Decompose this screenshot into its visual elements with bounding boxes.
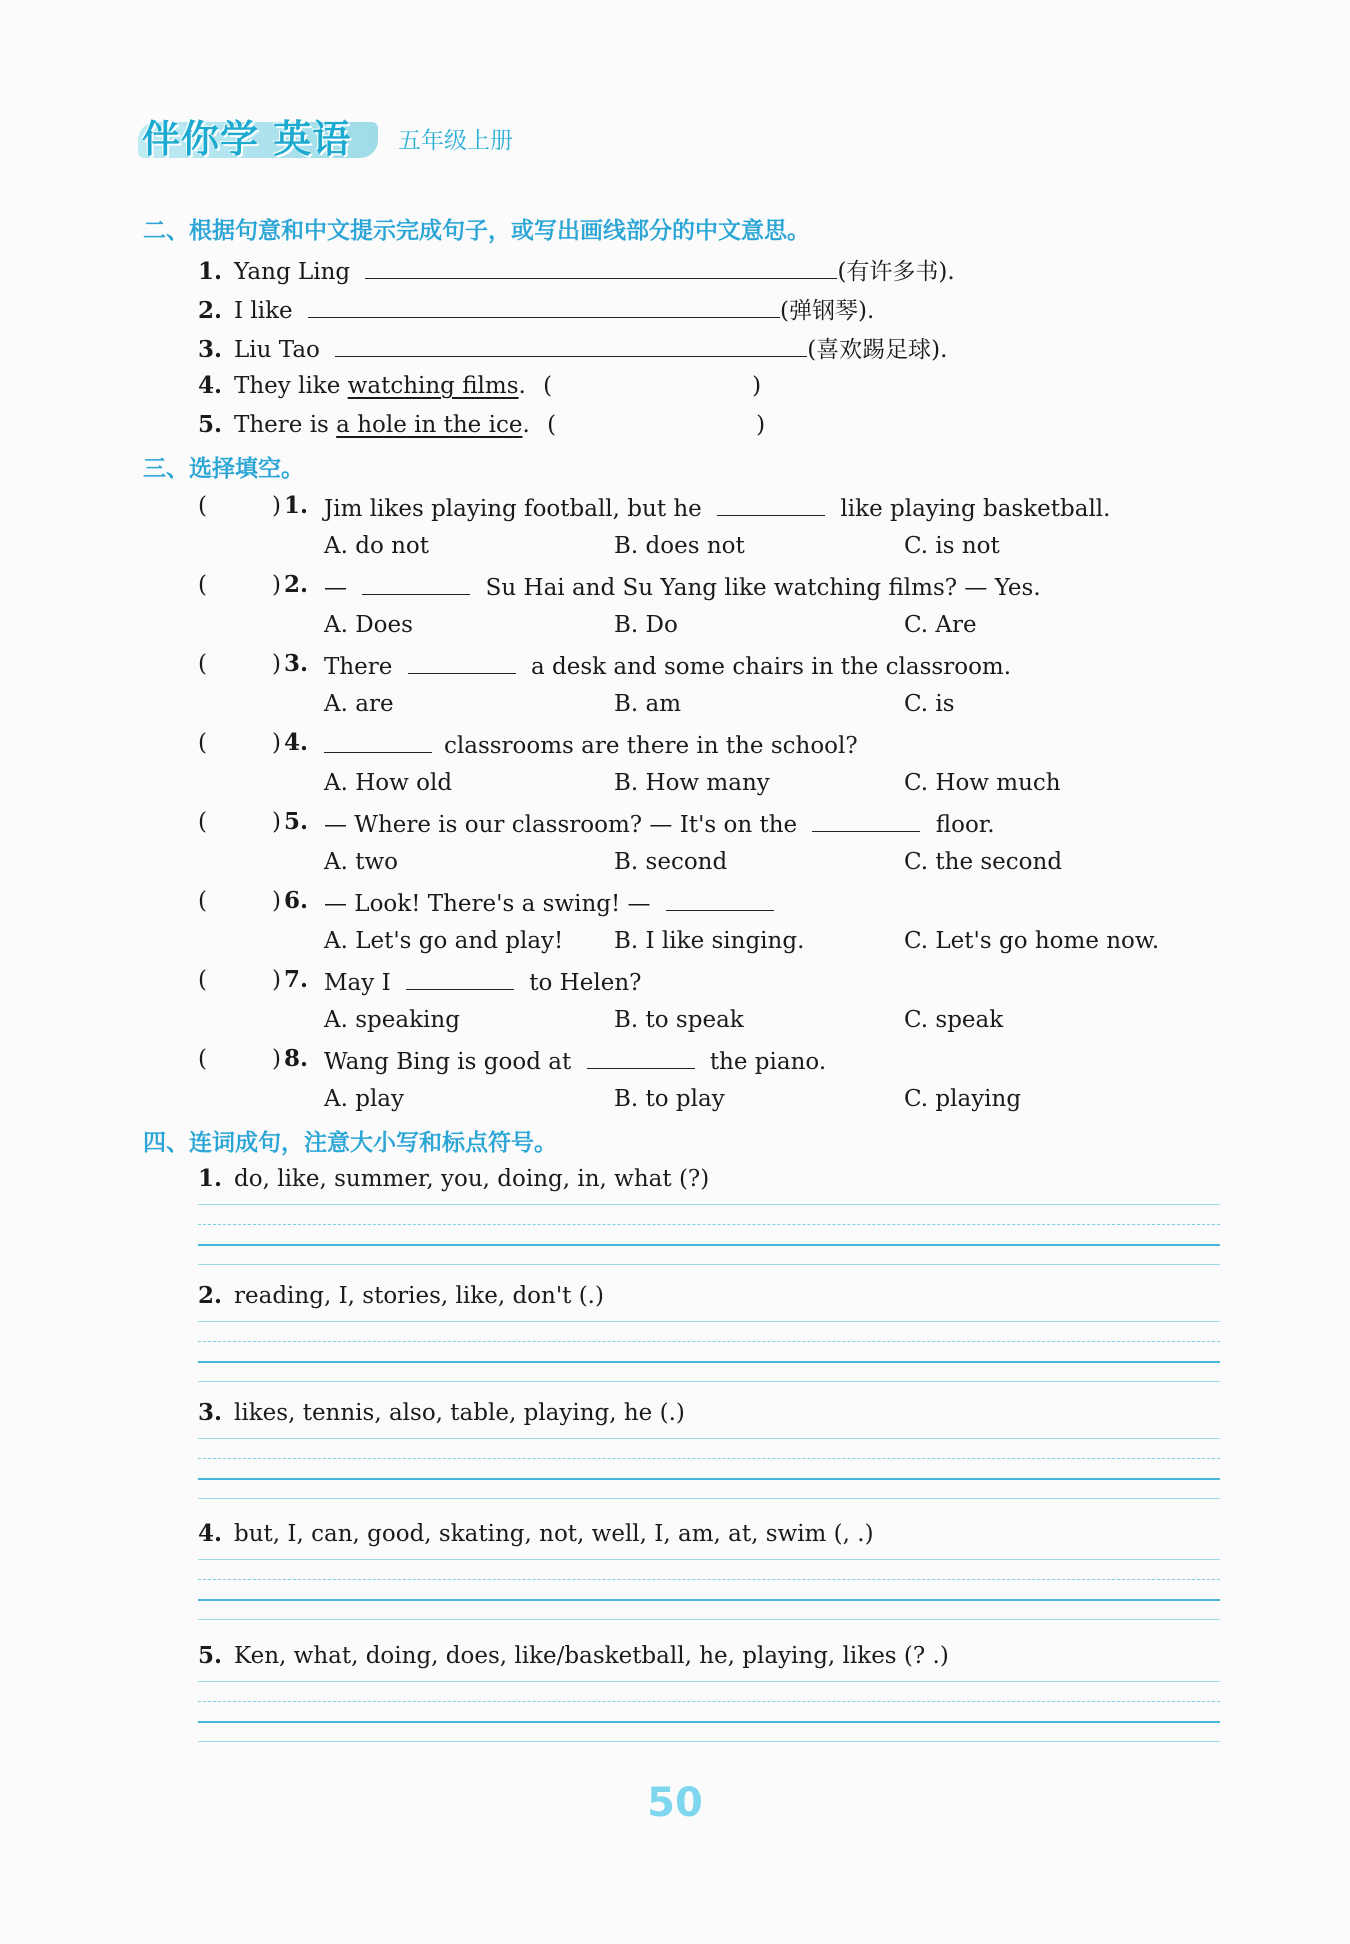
writing-line	[198, 1381, 1220, 1382]
answer-blank[interactable]	[812, 807, 920, 832]
answer-paren-close: )	[272, 888, 281, 914]
page-number: 50	[647, 1780, 703, 1826]
answer-paren-close: )	[272, 809, 281, 835]
item-hint: (弹钢琴).	[780, 298, 875, 324]
option-a[interactable]: A. play	[324, 1086, 405, 1112]
question-number: 8.	[284, 1045, 309, 1072]
item-number: 4.	[198, 372, 223, 399]
question-part: Su Hai and Su Yang like watching films? — Yes.	[485, 575, 1041, 601]
writing-line	[198, 1264, 1220, 1265]
answer-paren-close: )	[756, 412, 766, 438]
section3-title: 三、选择填空。	[143, 456, 304, 482]
question-part: Jim likes playing football, but he	[324, 496, 702, 522]
item-hint: (有许多书).	[837, 259, 955, 285]
item-number: 3.	[198, 1399, 223, 1426]
writing-line	[198, 1458, 1220, 1459]
answer-blank[interactable]	[335, 332, 807, 357]
question-part: Wang Bing is good at	[324, 1049, 572, 1075]
item-text: Liu Tao	[234, 337, 320, 363]
writing-line	[198, 1741, 1220, 1742]
item-hint: (喜欢踢足球).	[807, 337, 948, 363]
answer-paren-open: (	[198, 730, 207, 756]
answer-blank[interactable]	[666, 886, 774, 911]
s2-item-3	[198, 332, 947, 365]
item-number: 5.	[198, 411, 223, 438]
option-b[interactable]: B. second	[614, 849, 728, 875]
option-c[interactable]: C. How much	[904, 770, 1061, 796]
option-c[interactable]: C. the second	[904, 849, 1063, 875]
writing-line	[198, 1321, 1220, 1322]
question-part: the piano.	[709, 1049, 827, 1075]
writing-line	[198, 1438, 1220, 1439]
option-c[interactable]: C. playing	[904, 1086, 1022, 1112]
question-text	[324, 886, 782, 919]
answer-blank[interactable]	[365, 254, 837, 279]
writing-line	[198, 1478, 1220, 1480]
answer-paren-close: )	[272, 493, 281, 519]
s4-item-1	[198, 1164, 709, 1194]
option-a[interactable]: A. are	[324, 691, 394, 717]
s4-item-4	[198, 1519, 874, 1549]
writing-line	[198, 1361, 1220, 1363]
item-number: 2.	[198, 1282, 223, 1309]
s2-item-1	[198, 254, 955, 287]
writing-line	[198, 1619, 1220, 1620]
question-part: classrooms are there in the school?	[444, 733, 858, 759]
option-b[interactable]: B. am	[614, 691, 682, 717]
word-list: do, like, summer, you, doing, in, what (?)	[234, 1166, 710, 1192]
question-part: floor.	[935, 812, 995, 838]
question-part: a desk and some chairs in the classroom.	[531, 654, 1012, 680]
option-c[interactable]: C. speak	[904, 1007, 1004, 1033]
question-part: — Where is our classroom? — It's on the	[324, 812, 798, 838]
underlined-phrase: a hole in the ice	[336, 412, 523, 438]
s4-item-5	[198, 1641, 949, 1671]
question-text	[324, 491, 1110, 524]
item-punct: .	[518, 373, 526, 399]
answer-blank[interactable]	[587, 1044, 695, 1069]
option-c[interactable]: C. Are	[904, 612, 977, 638]
question-part: There	[324, 654, 393, 680]
item-number: 1.	[198, 1165, 223, 1192]
answer-blank[interactable]	[717, 491, 825, 516]
answer-blank[interactable]	[406, 965, 514, 990]
question-text	[324, 807, 995, 840]
answer-paren-close: )	[272, 967, 281, 993]
writing-line	[198, 1599, 1220, 1601]
question-number: 5.	[284, 808, 309, 835]
writing-line	[198, 1244, 1220, 1246]
writing-line	[198, 1559, 1220, 1560]
word-list: likes, tennis, also, table, playing, he (.)	[234, 1400, 685, 1426]
underlined-phrase: watching films	[347, 373, 519, 399]
question-text	[324, 728, 858, 761]
item-number: 1.	[198, 258, 223, 285]
answer-paren-close: )	[272, 730, 281, 756]
question-number: 2.	[284, 571, 309, 598]
item-number: 4.	[198, 1520, 223, 1547]
word-list: Ken, what, doing, does, like/basketball, he, playing, likes (? .)	[234, 1643, 949, 1669]
item-punct: .	[522, 412, 530, 438]
answer-paren-open: (	[198, 572, 207, 598]
option-b[interactable]: B. I like singing.	[614, 928, 805, 954]
question-number: 1.	[284, 492, 309, 519]
s2-item-2	[198, 293, 874, 326]
question-part: —	[324, 575, 347, 601]
s4-item-2	[198, 1281, 604, 1311]
word-list: reading, I, stories, like, don't (.)	[234, 1283, 604, 1309]
answer-paren-open: (	[198, 967, 207, 993]
option-a[interactable]: A. do not	[324, 533, 430, 559]
grade-label: 五年级上册	[398, 128, 513, 154]
answer-paren-close: )	[272, 1046, 281, 1072]
item-number: 2.	[198, 297, 223, 324]
option-b[interactable]: B. How many	[614, 770, 770, 796]
answer-paren-close: )	[272, 572, 281, 598]
s2-item-5	[198, 410, 765, 440]
answer-paren-open: (	[543, 373, 553, 399]
answer-blank[interactable]	[324, 728, 432, 753]
question-text	[324, 965, 641, 998]
option-c[interactable]: C. Let's go home now.	[904, 928, 1160, 954]
question-part: — Look! There's a swing! —	[324, 891, 651, 917]
writing-line	[198, 1701, 1220, 1702]
question-text	[324, 570, 1041, 603]
answer-paren-open: (	[198, 809, 207, 835]
answer-paren-close: )	[272, 651, 281, 677]
option-c[interactable]: C. is not	[904, 533, 1000, 559]
option-a[interactable]: A. Let's go and play!	[324, 928, 564, 954]
writing-line	[198, 1579, 1220, 1580]
writing-line	[198, 1498, 1220, 1499]
question-part: like playing basketball.	[840, 496, 1111, 522]
question-number: 7.	[284, 966, 309, 993]
option-b[interactable]: B. to speak	[614, 1007, 744, 1033]
question-text	[324, 649, 1011, 682]
option-b[interactable]: B. to play	[614, 1086, 725, 1112]
item-number: 5.	[198, 1642, 223, 1669]
answer-blank[interactable]	[362, 570, 470, 595]
question-number: 4.	[284, 729, 309, 756]
option-c[interactable]: C. is	[904, 691, 955, 717]
s4-item-3	[198, 1398, 685, 1428]
item-number: 3.	[198, 336, 223, 363]
brand-title: 伴你学 英语	[142, 117, 352, 161]
writing-line	[198, 1204, 1220, 1205]
writing-line	[198, 1721, 1220, 1723]
item-text: They like	[234, 373, 341, 399]
section4-title: 四、连词成句，注意大小写和标点符号。	[143, 1130, 557, 1156]
question-text	[324, 1044, 826, 1077]
item-text: I like	[234, 298, 293, 324]
answer-paren-open: (	[547, 412, 557, 438]
writing-line	[198, 1681, 1220, 1682]
writing-line	[198, 1224, 1220, 1225]
writing-line	[198, 1341, 1220, 1342]
question-number: 3.	[284, 650, 309, 677]
option-b[interactable]: B. does not	[614, 533, 745, 559]
option-a[interactable]: A. two	[324, 849, 399, 875]
answer-paren-open: (	[198, 888, 207, 914]
answer-paren-open: (	[198, 493, 207, 519]
answer-blank[interactable]	[308, 293, 780, 318]
question-part: to Helen?	[529, 970, 642, 996]
question-part: May I	[324, 970, 391, 996]
answer-paren-open: (	[198, 1046, 207, 1072]
word-list: but, I, can, good, skating, not, well, I, am, at, swim (, .)	[234, 1521, 874, 1547]
answer-blank[interactable]	[408, 649, 516, 674]
book-header	[142, 108, 513, 164]
option-a[interactable]: A. speaking	[324, 1007, 460, 1033]
item-text: Yang Ling	[234, 259, 351, 285]
answer-paren-close: )	[752, 373, 762, 399]
option-a[interactable]: A. Does	[324, 612, 413, 638]
question-number: 6.	[284, 887, 309, 914]
option-b[interactable]: B. Do	[614, 612, 678, 638]
option-a[interactable]: A. How old	[324, 770, 453, 796]
s2-item-4	[198, 371, 761, 401]
section2-title: 二、根据句意和中文提示完成句子，或写出画线部分的中文意思。	[143, 218, 810, 244]
answer-paren-open: (	[198, 651, 207, 677]
item-text: There is	[234, 412, 329, 438]
